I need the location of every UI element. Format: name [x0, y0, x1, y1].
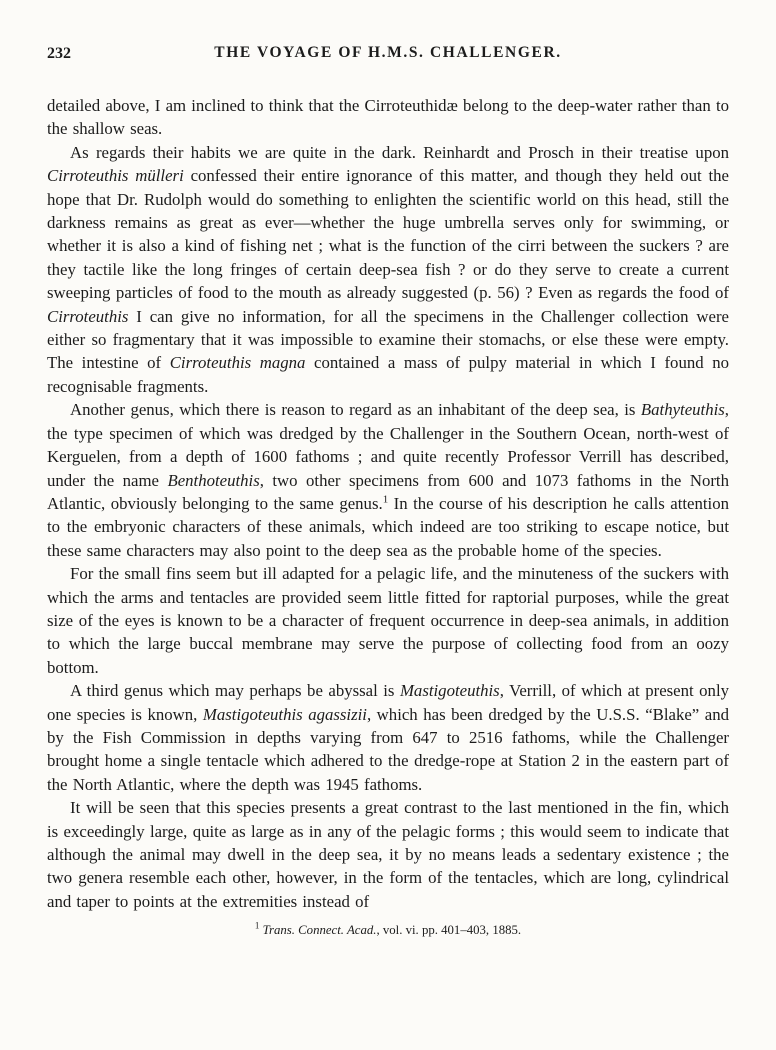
page-header	[47, 44, 729, 66]
text-run: A third genus which may perhaps be abyssal is	[70, 681, 400, 701]
page-number: 232	[47, 45, 71, 62]
text-run: It will be seen that this species presents a great contrast to the last mentioned in the fin, which is exceedingly large, quite as large as in any of the pelagic forms ; this would seem to indicate that although the animal may dwell in the deep sea, it by no means leads a sedentary existence ; the two genera resemble each other, however, in the form of the tentacles, which are long, cylindrical and taper to points at the extremities instead of	[47, 798, 729, 911]
footnote	[47, 922, 729, 938]
text-run: , vol. vi. pp. 401–403, 1885.	[376, 923, 522, 938]
italic-text-run: Cirroteuthis magna	[169, 353, 306, 373]
text-run: detailed above, I am inclined to think that the Cirroteuthidæ belong to the deep-water rather than to the shallow seas.	[47, 96, 729, 139]
paragraph	[47, 94, 729, 141]
text-run: , two other specimens from 600 and 1073 fathoms in the North Atlantic, obviously belonging to the same genus.	[47, 470, 729, 513]
paragraph	[47, 398, 729, 562]
running-title: THE VOYAGE OF H.M.S. CHALLENGER.	[214, 44, 562, 61]
text-run: I can give no information, for all the specimens in the Challenger collection were either so fragmentary that it was impossible to examine their stomachs, or else these were empty. The intestine of	[47, 306, 729, 373]
italic-text-run: Cirroteuthis mülleri	[47, 166, 184, 186]
text-run: In the course of his description he calls attention to the embryonic characters of these animals, which indeed are too striking to escape notice, but these same characters may also point to the deep sea as the probable home of the species.	[47, 493, 729, 560]
text-run: , the type specimen of which was dredged by the Challenger in the Southern Ocean, north-west of Kerguelen, from a depth of 1600 fathoms ; and quite recently Professor Verrill has described, under the name	[47, 400, 729, 490]
text-run: Another genus, which there is reason to regard as an inhabitant of the deep sea, is	[70, 400, 641, 420]
italic-text-run: Trans. Connect. Acad.	[262, 923, 377, 938]
italic-text-run: Mastigoteuthis agassizii	[202, 704, 367, 724]
text-run: As regards their habits we are quite in the dark. Reinhardt and Prosch in their treatise upon	[70, 142, 729, 162]
text-run: , which has been dredged by the U.S.S. “Blake” and by the Fish Commission in depths varying from 647 to 2516 fathoms, while the Challenger brought home a single tentacle which adhered to the dredge-rope at Station 2 in the eastern part of the North Atlantic, where the depth was 1945 fathoms.	[47, 704, 729, 794]
footnote-marker: 1	[382, 493, 389, 506]
paragraph	[47, 679, 729, 796]
footnote-marker: 1	[254, 920, 260, 931]
italic-text-run: Mastigoteuthis	[399, 681, 500, 701]
italic-text-run: Benthoteuthis	[167, 470, 260, 490]
paragraph	[47, 141, 729, 398]
text-run: contained a mass of pulpy material in which I found no recognisable fragments.	[47, 353, 730, 396]
paragraph	[47, 796, 729, 913]
text-run: , Verrill, of which at present only one species is known,	[47, 681, 729, 724]
text-run: For the small fins seem but ill adapted for a pelagic life, and the minuteness of the suckers with which the arms and tentacles are provided seem little fitted for raptorial purposes, while the great size of the eyes is known to be a character of frequent occurrence in deep-sea animals, in addition to which the large buccal membrane may serve the purpose of collecting food from an oozy bottom.	[47, 564, 729, 677]
italic-text-run: Bathyteuthis	[640, 400, 725, 420]
body-text	[47, 94, 729, 913]
text-run: confessed their entire ignorance of this matter, and though they held out the hope that Dr. Rudolph would do something to enlighten the scientific world on this head, still the darkness remains as great as ever—whether the huge umbrella serves only for swimming, or whether it is also a kind of fishing net ; what is the function of the cirri between the suckers ? are they tactile like the long fringes of certain deep-sea fish ? or do they serve to create a current sweeping particles of food to the mouth as already suggested (p. 56) ? Even as regards the food of	[47, 166, 729, 303]
italic-text-run: Cirroteuthis	[47, 306, 129, 326]
paragraph	[47, 562, 729, 679]
